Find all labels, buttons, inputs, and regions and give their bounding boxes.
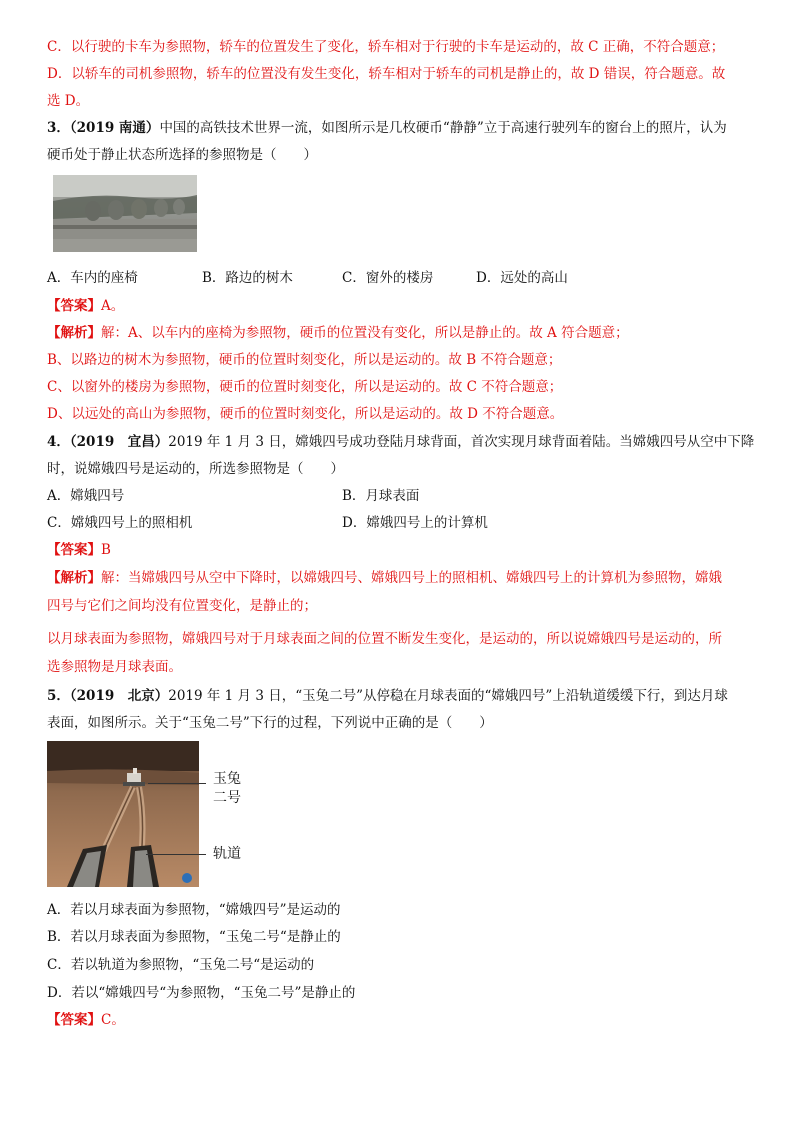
track-leader-line	[146, 854, 206, 855]
question-text: 2019 年 1 月 3 日，嫦娥四号成功登陆月球背面，首次实现月球背面着陆。当嫦娥四号从空中下降	[168, 434, 755, 450]
question-number: 4．	[47, 434, 70, 450]
lunar-rover-photo	[47, 741, 199, 887]
rover-leader-line	[148, 783, 206, 784]
analysis-text: 解：当嫦娥四号从空中下降时，以嫦娥四号、嫦娥四号上的照相机、嫦娥四号上的计算机为参照物，嫦娥	[101, 570, 722, 586]
question-number: 3．	[47, 120, 70, 136]
answer-line	[47, 540, 111, 560]
continuation-line: D．以轿车的司机参照物，轿车的位置没有发生变化，轿车相对于轿车的司机是静止的，故 D 错误，符合题意。故	[47, 66, 726, 82]
yutu-rover-image	[47, 741, 199, 887]
analysis-tag: 【解析】	[47, 325, 101, 341]
analysis-line: B、以路边的树木为参照物，硬币的位置时刻变化，所以是运动的。故 B 不符合题意；	[47, 352, 562, 368]
option-b: B．月球表面	[342, 488, 420, 504]
option-c: C．若以轨道为参照物，“玉兔二号“是运动的	[47, 957, 315, 973]
option-c: C．窗外的楼房	[342, 270, 434, 286]
answer-tag: 【答案】	[47, 542, 101, 558]
question-4-stem-cont: 时，说嫦娥四号是运动的，所选参照物是（ ）	[47, 461, 344, 477]
answer-value: C。	[101, 1012, 125, 1028]
option-d: D．若以“嫦娥四号“为参照物，“玉兔二号”是静止的	[47, 985, 356, 1001]
option-a: A．嫦娥四号	[47, 488, 125, 504]
rover-label-line2: 二号	[213, 790, 241, 806]
question-3-stem-cont: 硬币处于静止状态所选择的参照物是（ ）	[47, 147, 317, 163]
option-a: A．车内的座椅	[47, 270, 138, 286]
logo-icon	[182, 873, 192, 883]
answer-tag: 【答案】	[47, 298, 101, 314]
analysis-line	[47, 323, 629, 343]
analysis-line: 以月球表面为参照物，嫦娥四号对于月球表面之间的位置不断发生变化，是运动的，所以说嫦娥四号是运动的，所	[47, 631, 722, 647]
option-d: D．嫦娥四号上的计算机	[342, 515, 488, 531]
answer-value: B	[101, 542, 111, 558]
continuation-line: C．以行驶的卡车为参照物，轿车的位置发生了变化，轿车相对于行驶的卡车是运动的，故 C 正确，不符合题意；	[47, 39, 725, 55]
question-source: （2019 北京）	[69, 688, 169, 704]
question-number: 5．	[47, 688, 70, 704]
analysis-tag: 【解析】	[47, 570, 101, 586]
question-3-stem	[47, 118, 727, 138]
option-d: D．远处的高山	[476, 270, 568, 286]
question-source: （2019 宜昌）	[69, 434, 169, 450]
coins-photo	[53, 175, 197, 252]
question-4-stem	[47, 432, 754, 452]
option-a: A．若以月球表面为参照物，“嫦娥四号”是运动的	[47, 902, 341, 918]
answer-line	[47, 296, 124, 316]
answer-tag: 【答案】	[47, 1012, 101, 1028]
option-c: C．嫦娥四号上的照相机	[47, 515, 193, 531]
rover-label	[213, 770, 241, 808]
analysis-text: 解：A、以车内的座椅为参照物，硬币的位置没有变化，所以是静止的。故 A 符合题意；	[101, 325, 629, 341]
question-source: （2019 南通）	[69, 120, 160, 136]
question-5-stem	[47, 686, 728, 706]
coins-on-windowsill-image	[53, 175, 197, 252]
option-b: B．路边的树木	[202, 270, 293, 286]
answer-line	[47, 1010, 125, 1030]
analysis-line: 四号与它们之间均没有位置变化，是静止的；	[47, 598, 317, 614]
track-label: 轨道	[213, 846, 241, 862]
analysis-line	[47, 568, 722, 588]
question-text: 中国的高铁技术世界一流，如图所示是几枚硬币“静静”立于高速行驶列车的窗台上的照片，认为	[159, 120, 727, 136]
answer-value: A。	[101, 298, 125, 314]
analysis-line: D、以远处的高山为参照物，硬币的位置时刻变化，所以是运动的。故 D 不符合题意。	[47, 406, 564, 422]
rover-label-line1: 玉兔	[213, 771, 241, 787]
analysis-line: 选参照物是月球表面。	[47, 659, 182, 675]
option-b: B．若以月球表面为参照物，“玉兔二号“是静止的	[47, 929, 341, 945]
question-text: 2019 年 1 月 3 日，“玉兔二号”从停稳在月球表面的“嫦娥四号”上沿轨道缓缓下行，到达月球	[168, 688, 728, 704]
question-5-stem-cont: 表面，如图所示。关于“玉兔二号”下行的过程，下列说中正确的是（ ）	[47, 715, 493, 731]
analysis-line: C、以窗外的楼房为参照物，硬币的位置时刻变化，所以是运动的。故 C 不符合题意；	[47, 379, 563, 395]
continuation-line: 选 D。	[47, 93, 90, 109]
